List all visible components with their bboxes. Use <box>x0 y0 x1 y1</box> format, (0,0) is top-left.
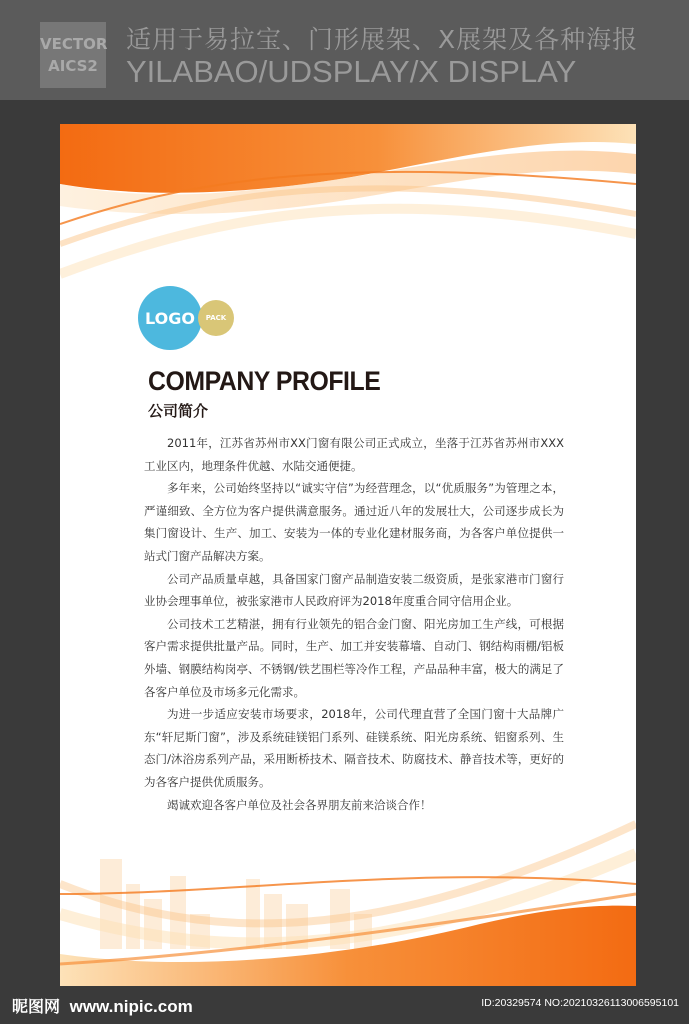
badge-line2: AICS2 <box>48 57 98 75</box>
logo-text: LOGO <box>145 308 195 328</box>
footer-id: ID:20329574 NO:20210326113006595101 <box>481 997 679 1009</box>
logo <box>138 286 202 350</box>
profile-title-en: COMPANY PROFILE <box>148 366 381 396</box>
poster <box>60 124 636 986</box>
header-title-en: YILABAO/UDSPLAY/X DISPLAY <box>126 54 577 89</box>
badge-line1: VECTOR <box>40 35 108 53</box>
profile-paragraph: 公司产品质量卓越，具备国家门窗产品制造安装二级资质，是张家港市门窗行业协会理事单位，被张家港市人民政府评为2018年度重合同守信用企业。 <box>144 571 564 609</box>
profile-paragraph: 竭诚欢迎各客户单位及社会各界朋友前来洽谈合作！ <box>167 797 432 812</box>
footer-site: www.nipic.com <box>69 997 193 1016</box>
header-title-cn: 适用于易拉宝、门形展架、X展架及各种海报 <box>126 25 639 54</box>
header-bar <box>0 0 689 100</box>
profile-paragraph: 2011年，江苏省苏州市XX门窗有限公司正式成立，坐落于江苏省苏州市XXX工业区内，地理条件优越、水陆交通便捷。 <box>144 436 564 473</box>
logo-pack-text: PACK <box>205 314 227 322</box>
logo-pack-badge <box>198 300 234 336</box>
vector-badge <box>40 22 106 88</box>
footer-brand: 昵图网 <box>12 997 61 1016</box>
footer-watermark <box>12 994 193 1017</box>
profile-body <box>144 432 564 816</box>
profile-paragraph: 公司技术工艺精湛，拥有行业领先的铝合金门窗、阳光房加工生产线，可根据客户需求提供批量产品。同时，生产、加工并安装幕墙、自动门、钢结构雨棚/铝板外墙、钢膜结构岗亭、不锈钢/铁艺围栏等冷作工程，产品品种丰富，极大的满足了各客户单位及市场多元化需求。 <box>144 616 564 699</box>
profile-paragraph: 为进一步适应安装市场要求，2018年，公司代理直营了全国门窗十大品牌广东“轩尼斯门窗”，涉及系统硅镁铝门系列、硅镁系统、阳光房系统、铝窗系列、生态门/沐浴房系列产品，采用断桥技术、隔音技术、防腐技术、静音技术等，更好的为各客户提供优质服务。 <box>144 707 564 789</box>
profile-paragraph: 多年来，公司始终坚持以“诚实守信”为经营理念，以“优质服务”为管理之本，严谨细致、全方位为客户提供满意服务。通过近八年的发展壮大，公司逐步成长为集门窗设计、生产、加工、安装为一体的专业化建材服务商，为各客户单位提供一站式门窗产品解决方案。 <box>144 481 564 563</box>
profile-title-cn: 公司简介 <box>148 402 209 420</box>
